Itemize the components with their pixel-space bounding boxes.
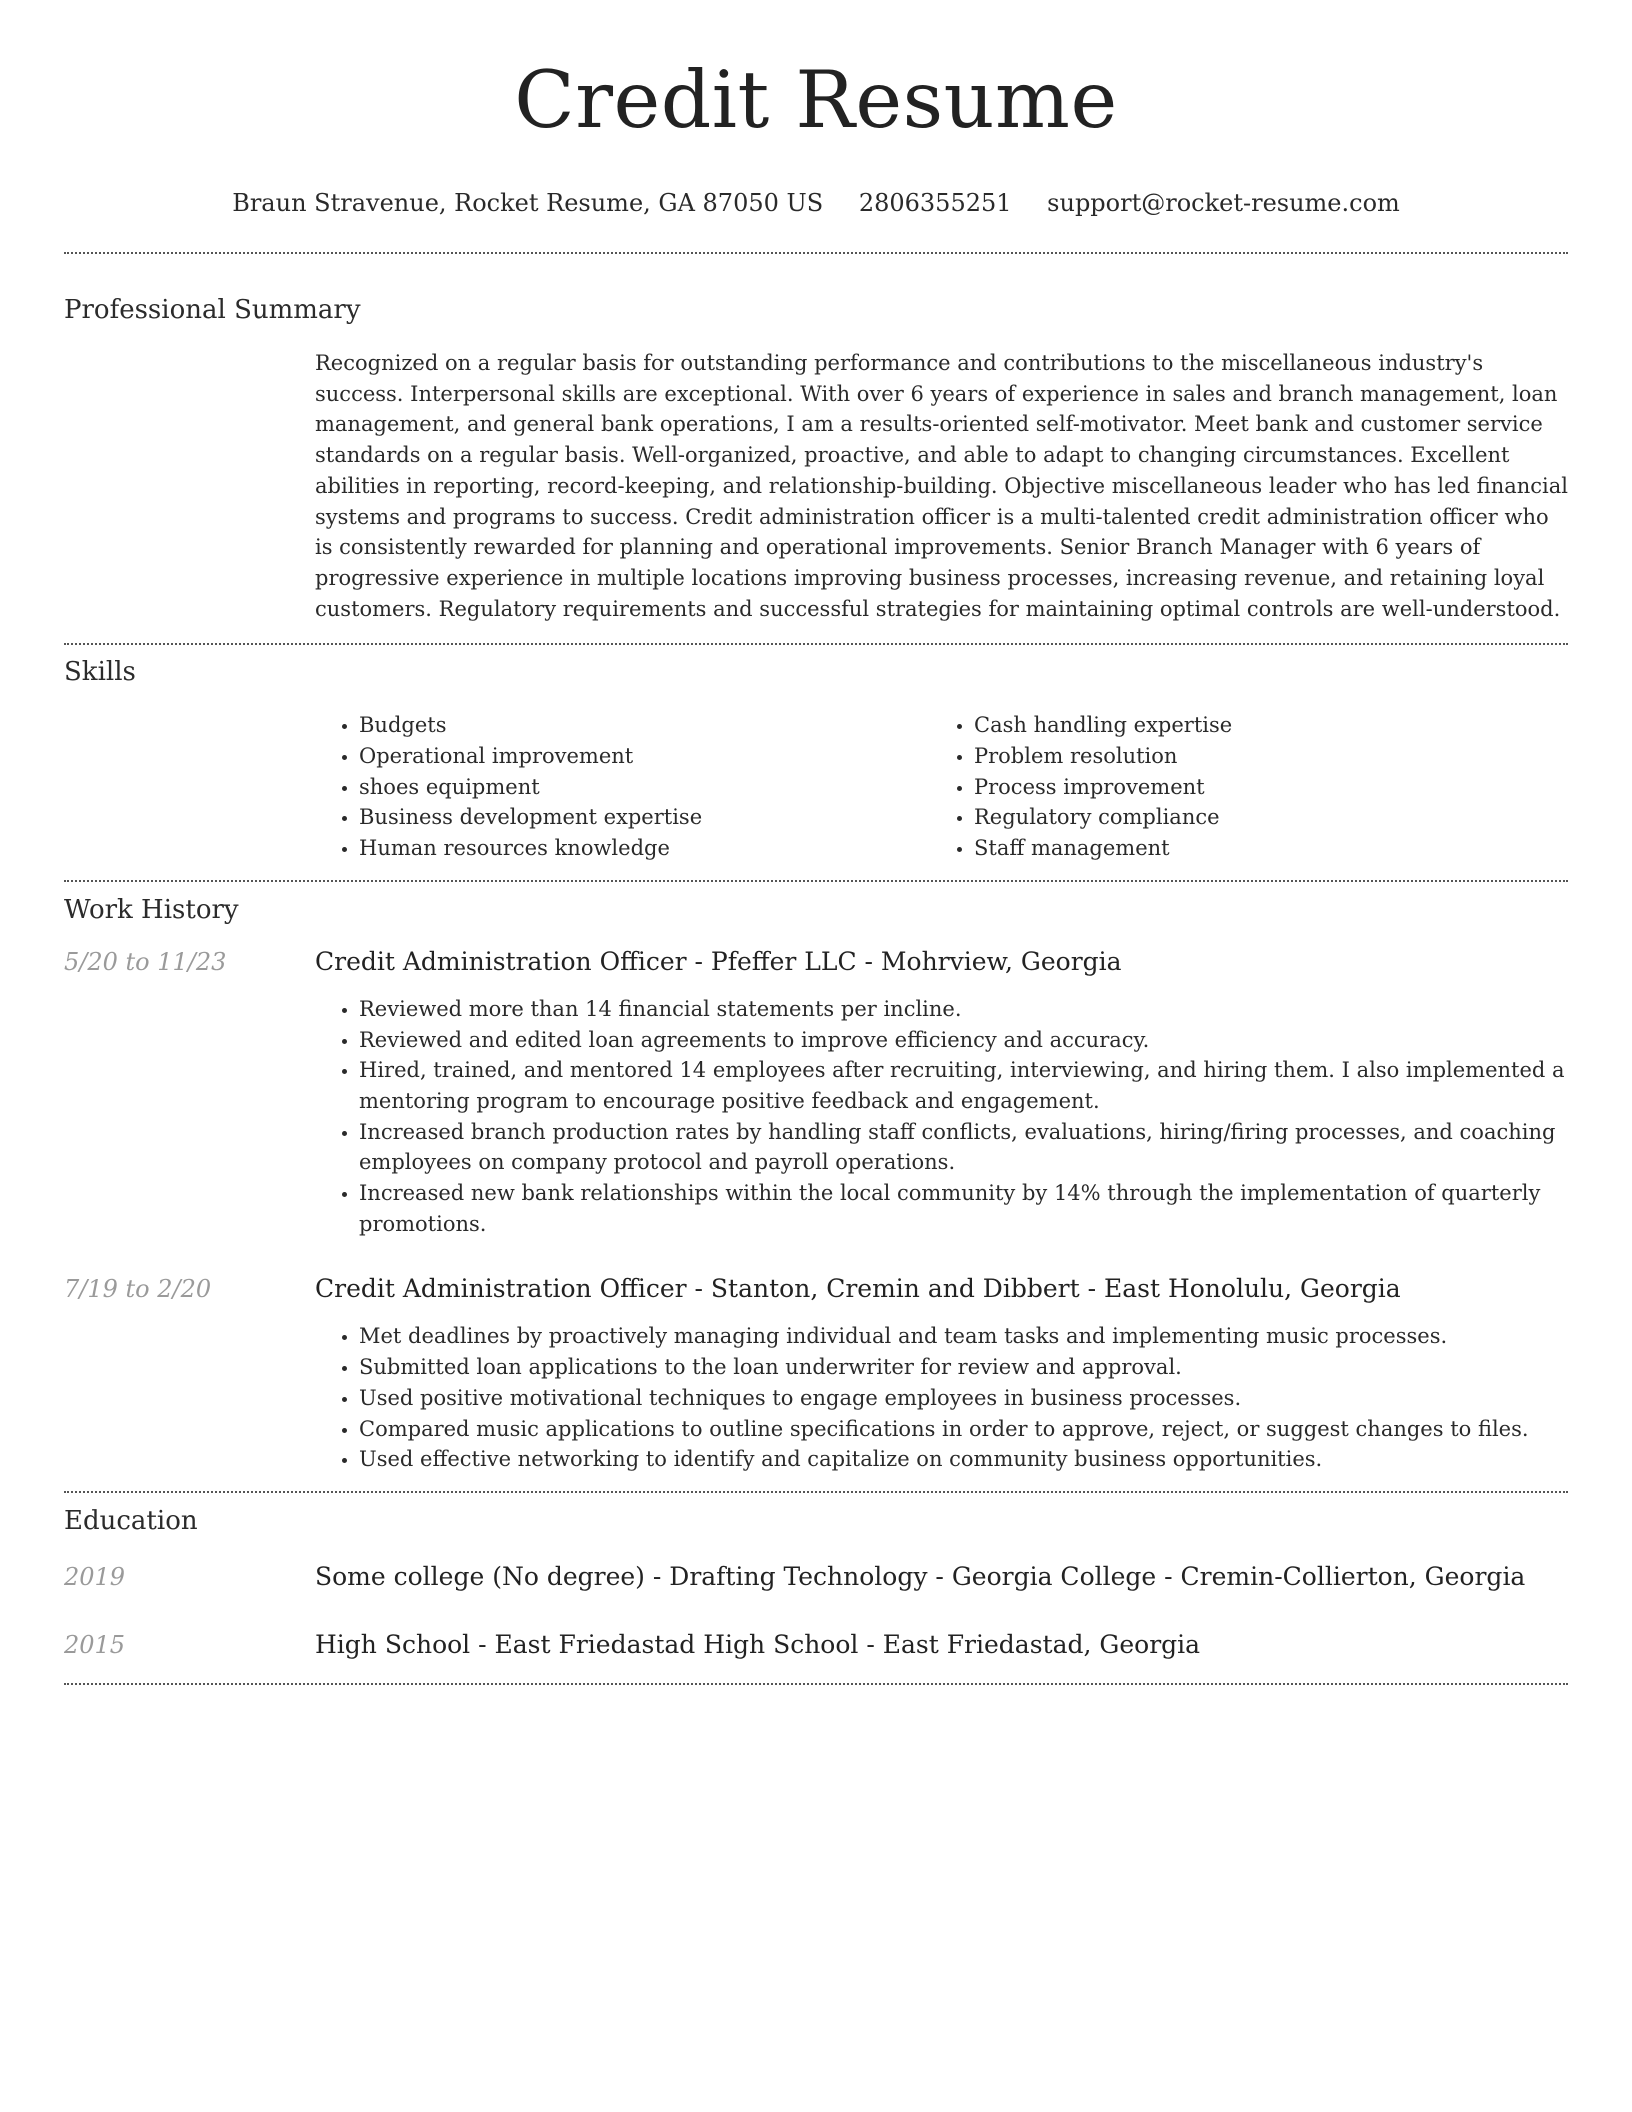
skill-item: • Regulatory compliance <box>974 802 1545 833</box>
education-text: High School - East Friedastad High School - East Friedastad, Georgia <box>315 1629 1201 1659</box>
contact-line <box>64 188 1568 218</box>
education-heading: Education <box>64 1505 198 1536</box>
job-bullet: • Submitted loan applications to the loan underwriter for review and approval. <box>359 1352 1568 1383</box>
job-entry <box>64 1273 1568 1475</box>
skill-item: • Human resources knowledge <box>359 833 930 864</box>
work-heading: Work History <box>64 894 239 925</box>
skills-list-right <box>930 710 1545 864</box>
education-section <box>64 1505 1568 1661</box>
job-dates: 7/19 to 2/20 <box>64 1275 212 1304</box>
job-dates: 5/20 to 11/23 <box>64 947 227 976</box>
skill-item: • Operational improvement <box>359 741 930 772</box>
divider <box>64 1683 1568 1685</box>
job-bullet: • Used positive motivational techniques to engage employees in business processes. <box>359 1383 1568 1414</box>
job-bullet: • Increased new bank relationships within the local community by 14% through the implementation of quarterly promotions. <box>359 1178 1568 1239</box>
skills-section <box>64 656 1568 864</box>
summary-text: Recognized on a regular basis for outstanding performance and contributions to the miscellaneous industry's success. Interpersonal skills are exceptional. With over 6 years of experience in sales and branch management, loan management, and general bank operations, I am a results-oriented self-motivator. Meet bank and customer service standards on a regular basis. Well-organized, proactive, and able to adapt to changing circumstances. Excellent abilities in reporting, record-keeping, and relationship-building. Objective miscellaneous leader who has led financial systems and programs to success. Credit administration officer is a multi-talented credit administration officer who is consistently rewarded for planning and operational improvements. Senior Branch Manager with 6 years of progressive experience in multiple locations improving business processes, increasing revenue, and retaining loyal customers. Regulatory requirements and successful strategies for maintaining optimal controls are well-understood. <box>315 351 1568 621</box>
skills-heading: Skills <box>64 657 136 688</box>
job-bullets <box>315 1321 1568 1475</box>
skill-item: • shoes equipment <box>359 772 930 803</box>
skill-item: • Business development expertise <box>359 802 930 833</box>
skill-item: • Budgets <box>359 710 930 741</box>
job-bullet: • Reviewed and edited loan agreements to improve efficiency and accuracy. <box>359 1025 1568 1056</box>
summary-heading: Professional Summary <box>64 295 361 325</box>
job-entry <box>64 946 1568 1240</box>
work-section <box>64 894 1568 1475</box>
job-bullet: • Increased branch production rates by handling staff conflicts, evaluations, hiring/firing processes, and coaching employees on company protocol and payroll operations. <box>359 1117 1568 1178</box>
skills-list-left <box>315 710 930 864</box>
job-bullet: • Reviewed more than 14 financial statements per incline. <box>359 994 1568 1025</box>
skill-item: • Staff management <box>974 833 1545 864</box>
skill-item: • Process improvement <box>974 772 1545 803</box>
job-bullet: • Used effective networking to identify and capitalize on community business opportunities. <box>359 1444 1568 1475</box>
job-bullet: • Compared music applications to outline specifications in order to approve, reject, or suggest changes to files. <box>359 1414 1568 1445</box>
contact-email[interactable]: support@rocket-resume.com <box>1047 189 1400 217</box>
education-text: Some college (No degree) - Drafting Technology - Georgia College - Cremin-Collierton, Georgia <box>315 1561 1526 1591</box>
divider <box>64 643 1568 645</box>
skill-item: • Problem resolution <box>974 741 1545 772</box>
contact-phone: 2806355251 <box>858 189 1012 217</box>
divider <box>64 880 1568 882</box>
job-bullet: • Hired, trained, and mentored 14 employees after recruiting, interviewing, and hiring them. I also implemented a mentoring program to encourage positive feedback and engagement. <box>359 1055 1568 1116</box>
education-year: 2015 <box>64 1630 126 1659</box>
job-title: Credit Administration Officer - Pfeffer LLC - Mohrview, Georgia <box>315 946 1122 976</box>
job-bullets <box>315 994 1568 1240</box>
education-year: 2019 <box>64 1562 126 1591</box>
skill-item: • Cash handling expertise <box>974 710 1545 741</box>
job-title: Credit Administration Officer - Stanton, Cremin and Dibbert - East Honolulu, Georgia <box>315 1274 1401 1304</box>
education-entry <box>64 1629 1568 1661</box>
resume-title: Credit Resume <box>514 54 1118 146</box>
education-entry <box>64 1561 1568 1593</box>
summary-section <box>64 294 1568 624</box>
resume-page <box>64 0 1568 1685</box>
divider <box>64 252 1568 254</box>
job-bullet: • Met deadlines by proactively managing individual and team tasks and implementing music processes. <box>359 1321 1568 1352</box>
contact-address: Braun Stravenue, Rocket Resume, GA 87050 US <box>232 189 824 217</box>
divider <box>64 1491 1568 1493</box>
